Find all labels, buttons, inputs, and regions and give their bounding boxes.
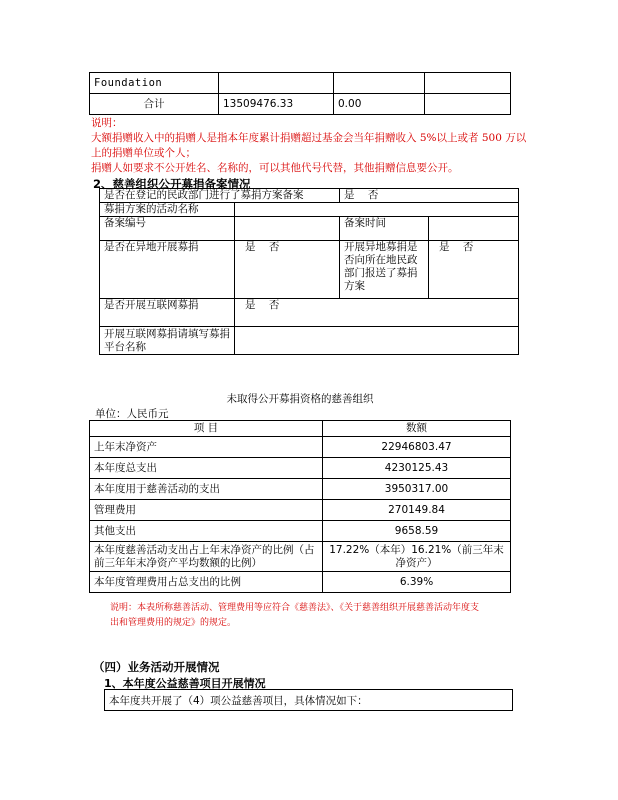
subsection-title: 1、本年度公益慈善项目开展情况 [104,677,266,690]
plan-name-label: 募捐方案的活动名称 [100,203,235,217]
note-line: 捐赠人如要求不公开姓名、名称的，可以其他代号代替，其他捐赠信息要公开。 [91,162,459,174]
note-line: 上的捐赠单位或个人； [91,147,196,159]
unit-label: 单位：人民币元 [95,408,169,420]
table-row-item: 其他支出 [90,521,323,542]
filing-q1: 是否在登记的民政部门进行了募捐方案备案 [100,189,340,203]
table-cell [425,73,511,94]
note-block [91,116,531,176]
finance-table [89,420,511,593]
internet-options: 是 否 [235,299,519,327]
total-label: 合计 [90,94,219,115]
fin-title: 未取得公开募捐资格的慈善组织 [226,393,374,405]
header-amount: 数额 [323,421,511,437]
section-title: 2、慈善组织公开募捐备案情况 [93,177,251,191]
project-box-text: 本年度共开展了（4）项公益慈善项目，具体情况如下： [109,695,368,707]
table-row-item: 本年度用于慈善活动的支出 [90,479,323,500]
project-box [104,689,513,711]
foundation-label: Foundation [94,76,163,89]
filing-time-value [429,217,519,241]
platform-value [235,327,519,355]
table-cell [334,73,425,94]
table-row-item: 本年度管理费用占总支出的比例 [90,572,323,593]
donation-table [89,72,511,115]
table-cell [219,73,334,94]
plan-name-value [235,203,519,217]
internet-label: 是否开展互联网募捐 [100,299,235,327]
table-row-item: 本年度总支出 [90,458,323,479]
filing-table [99,188,519,355]
note-line: 出和管理费用的规定》的规定。 [110,618,237,628]
total-amount: 13509476.33 [219,94,334,115]
note-label: 说明： [91,117,123,129]
table-row-amount: 6.39% [323,572,511,593]
note-line: 大额捐赠收入中的捐赠人是指本年度累计捐赠超过基金会当年捐赠收入 5%以上或者 500 万以 [91,132,527,144]
table-row-item: 上年末净资产 [90,437,323,458]
table-row-amount: 4230125.43 [323,458,511,479]
table-cell [90,73,219,94]
table-row-amount: 22946803.47 [323,437,511,458]
table-row-amount: 17.22%（本年）16.21%（前三年末净资产） [323,542,511,572]
remote-question-options: 是 否 [429,241,519,299]
section-title: （四）业务活动开展情况 [93,660,220,674]
header-item: 项 目 [90,421,323,437]
remote-question: 开展异地募捐是否向所在地民政部门报送了募捐方案 [340,241,429,299]
table-row-item: 本年度慈善活动支出占上年末净资产的比例（占前三年年末净资产平均数额的比例） [90,542,323,572]
table-row-amount: 270149.84 [323,500,511,521]
table-cell [425,94,511,115]
table-row-amount: 3950317.00 [323,479,511,500]
table-row-amount: 9658.59 [323,521,511,542]
remote-options: 是 否 [235,241,340,299]
finance-note [110,601,520,631]
platform-label: 开展互联网募捐请填写募捐平台名称 [100,327,235,355]
filing-time-label: 备案时间 [340,217,429,241]
filing-no-label: 备案编号 [100,217,235,241]
filing-q1-options: 是 否 [340,189,519,203]
filing-no-value [235,217,340,241]
remote-label: 是否在异地开展募捐 [100,241,235,299]
note-line: 说明：本表所称慈善活动、管理费用等应符合《慈善法》、《关于慈善组织开展慈善活动年度支 [110,603,480,613]
total-secondary: 0.00 [334,94,425,115]
table-row-item: 管理费用 [90,500,323,521]
